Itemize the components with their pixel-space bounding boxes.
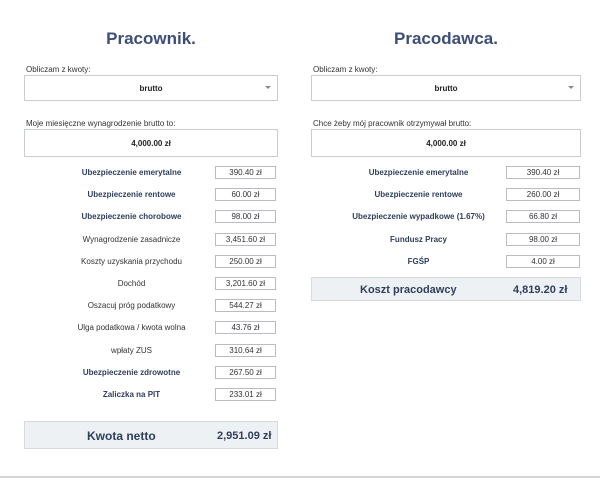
employee-calc-label: Obliczam z kwoty: bbox=[26, 65, 91, 74]
employee-row bbox=[24, 321, 278, 334]
row-value: 66.80 zł bbox=[506, 210, 580, 223]
row-value: 3,451.60 zł bbox=[215, 233, 276, 246]
employee-salary-input[interactable] bbox=[24, 129, 278, 157]
employer-total-value: 4,819.20 zł bbox=[513, 284, 568, 296]
row-label: Ubezpieczenie wypadkowe (1.67%) bbox=[352, 212, 485, 221]
employee-row bbox=[24, 255, 278, 268]
row-label: Ubezpieczenie zdrowotne bbox=[82, 368, 181, 377]
employer-calc-label: Obliczam z kwoty: bbox=[313, 65, 378, 74]
employer-title: Pracodawca. bbox=[394, 29, 498, 48]
employer-calc-select[interactable] bbox=[311, 75, 581, 101]
employee-row bbox=[24, 344, 278, 357]
row-label: Ubezpieczenie emerytalne bbox=[368, 168, 469, 177]
row-label: Ulga podatkowa / kwota wolna bbox=[77, 323, 186, 332]
employee-row bbox=[24, 188, 278, 201]
row-value: 250.00 zł bbox=[215, 255, 276, 268]
employee-salary-value: 4,000.00 zł bbox=[131, 138, 171, 148]
chevron-down-icon bbox=[265, 86, 271, 89]
row-value: 233.01 zł bbox=[215, 388, 276, 401]
row-value: 98.00 zł bbox=[506, 233, 580, 246]
row-label: Ubezpieczenie rentowe bbox=[374, 190, 463, 199]
employee-row bbox=[24, 233, 278, 246]
employee-row bbox=[24, 299, 278, 312]
employer-salary-label: Chce żeby mój pracownik otrzymywał brutto: bbox=[313, 119, 472, 128]
row-value: 260.00 zł bbox=[506, 188, 580, 201]
row-value: 390.40 zł bbox=[506, 166, 580, 179]
row-value: 544.27 zł bbox=[215, 299, 276, 312]
employee-total-label: Kwota netto bbox=[87, 429, 156, 443]
row-value: 60.00 zł bbox=[215, 188, 276, 201]
employer-row bbox=[311, 210, 581, 223]
row-value: 4.00 zł bbox=[506, 255, 580, 268]
employer-total-box bbox=[311, 277, 581, 301]
employee-row bbox=[24, 210, 278, 223]
row-label: Dochód bbox=[117, 279, 146, 288]
row-label: wpłaty ZUS bbox=[111, 346, 152, 355]
row-label: Fundusz Pracy bbox=[390, 235, 447, 244]
footer-divider bbox=[0, 476, 600, 478]
row-value: 390.40 zł bbox=[215, 166, 276, 179]
employer-total-label: Koszt pracodawcy bbox=[360, 284, 457, 296]
row-value: 98.00 zł bbox=[215, 210, 276, 223]
employer-row bbox=[311, 255, 581, 268]
row-label: Ubezpieczenie rentowe bbox=[87, 190, 176, 199]
row-label: Koszty uzyskania przychodu bbox=[81, 257, 182, 266]
row-value: 3,201.60 zł bbox=[215, 277, 276, 290]
employer-salary-input[interactable] bbox=[311, 129, 581, 157]
row-label: Zaliczka na PIT bbox=[102, 390, 161, 399]
row-label: Ubezpieczenie chorobowe bbox=[81, 212, 182, 221]
row-label: Wynagrodzenie zasadnicze bbox=[82, 235, 181, 244]
chevron-down-icon bbox=[568, 86, 574, 89]
employer-row bbox=[311, 233, 581, 246]
row-label: FGŚP bbox=[407, 257, 430, 266]
row-label: Ubezpieczenie emerytalne bbox=[81, 168, 182, 177]
row-value: 310.64 zł bbox=[215, 344, 276, 357]
employee-row bbox=[24, 277, 278, 290]
employee-calc-value: brutto bbox=[139, 83, 163, 93]
employer-calc-value: brutto bbox=[434, 83, 458, 93]
employee-title: Pracownik. bbox=[106, 29, 196, 48]
employee-row bbox=[24, 366, 278, 379]
employee-salary-label: Moje miesięczne wynagrodzenie brutto to: bbox=[26, 119, 176, 128]
employer-row bbox=[311, 188, 581, 201]
employer-row bbox=[311, 166, 581, 179]
employer-salary-value: 4,000.00 zł bbox=[426, 138, 466, 148]
row-label: Oszacuj próg podatkowy bbox=[87, 301, 176, 310]
row-value: 267.50 zł bbox=[215, 366, 276, 379]
employee-total-value: 2,951.09 zł bbox=[217, 430, 272, 442]
employee-row bbox=[24, 166, 278, 179]
employee-row bbox=[24, 388, 278, 401]
employee-calc-select[interactable] bbox=[24, 75, 278, 101]
row-value: 43.76 zł bbox=[215, 321, 276, 334]
employee-total-box bbox=[24, 421, 278, 449]
